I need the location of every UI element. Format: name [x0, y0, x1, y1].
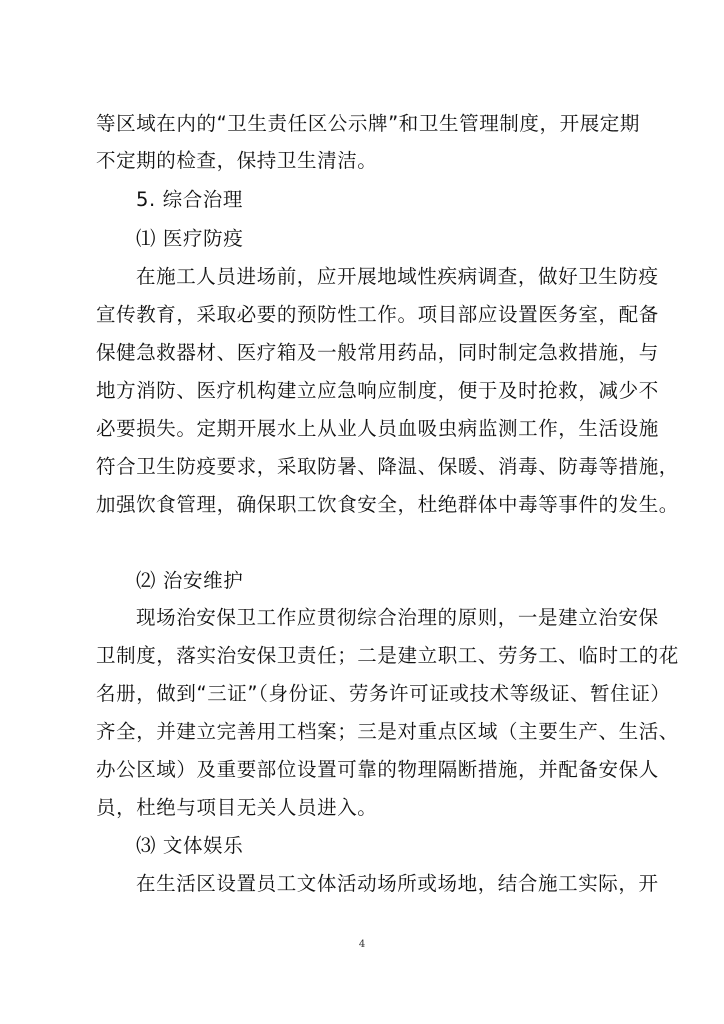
subsection-heading: ⑵ 治安维护: [136, 569, 244, 592]
paragraph-line: 必要损失。定期开展水上从业人员血吸虫病监测工作，生活设施: [96, 417, 659, 440]
section-heading: 5. 综合治理: [136, 188, 244, 211]
paragraph-line: 保健急救器材、医疗箱及一般常用药品，同时制定急救措施，与: [96, 341, 659, 364]
paragraph-line: 宣传教育，采取必要的预防性工作。项目部应设置医务室，配备: [96, 303, 659, 326]
paragraph-line: 不定期的检查，保持卫生清洁。: [96, 149, 378, 172]
paragraph-line: 办公区域）及重要部位设置可靠的物理隔断措施，并配备安保人: [96, 758, 659, 781]
paragraph-line: 现场治安保卫工作应贯彻综合治理的原则，一是建立治安保: [136, 606, 659, 629]
paragraph-line: 员，杜绝与项目无关人员进入。: [96, 796, 378, 819]
paragraph-line: 地方消防、医疗机构建立应急响应制度，便于及时抢救，减少不: [96, 379, 659, 402]
paragraph-line: 在生活区设置员工文体活动场所或场地，结合施工实际，开: [136, 872, 659, 895]
paragraph-line: 齐全，并建立完善用工档案；三是对重点区域（主要生产、生活、: [96, 720, 679, 743]
subsection-heading: ⑶ 文体娱乐: [136, 834, 244, 857]
paragraph-line: 在施工人员进场前，应开展地域性疾病调查，做好卫生防疫: [136, 265, 659, 288]
paragraph-line: 加强饮食管理，确保职工饮食安全，杜绝群体中毒等事件的发生。: [96, 493, 679, 516]
subsection-heading: ⑴ 医疗防疫: [136, 227, 244, 250]
paragraph-line: 符合卫生防疫要求，采取防暑、降温、保暖、消毒、防毒等措施，: [96, 455, 679, 478]
paragraph-line: 等区域在内的“卫生责任区公示牌”和卫生管理制度，开展定期: [96, 112, 641, 135]
paragraph-line: 卫制度，落实治安保卫责任；二是建立职工、劳务工、临时工的花: [96, 644, 679, 667]
paragraph-line: 名册，做到“三证”（身份证、劳务许可证或技术等级证、暂住证）: [96, 682, 671, 705]
page-number: 4: [358, 939, 366, 950]
